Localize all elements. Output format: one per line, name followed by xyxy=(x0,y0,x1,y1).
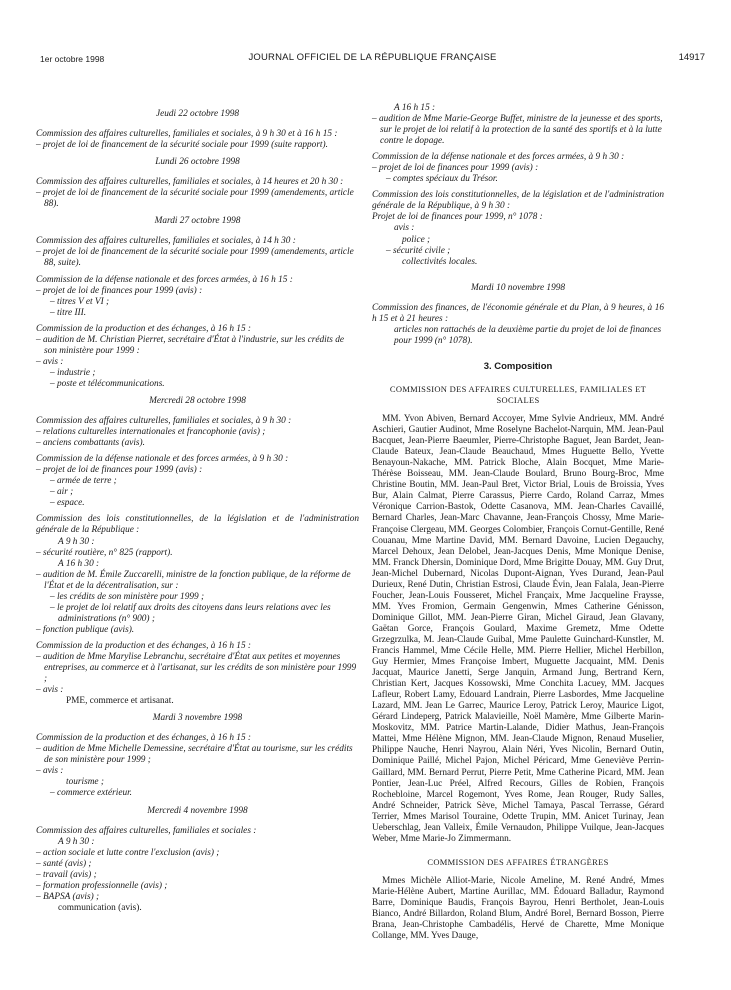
agenda-item: – projet de loi de finances pour 1999 (avis) : xyxy=(36,285,203,296)
journal-title: JOURNAL OFFICIEL DE LA RÉPUBLIQUE FRANÇAISE xyxy=(248,52,497,63)
agenda-subitem: – commerce extérieur. xyxy=(50,788,133,799)
agenda-item: – action sociale et lutte contre l'exclusion (avis) ; xyxy=(36,847,220,858)
agenda-subitem: tourisme ; xyxy=(66,777,104,788)
commission-title: COMMISSION DES AFFAIRES ÉTRANGÈRES xyxy=(427,856,609,867)
agenda-subitem: – air ; xyxy=(50,487,74,498)
page-number: 14917 xyxy=(678,52,705,63)
agenda-subitem: – titres V et VI ; xyxy=(50,296,110,307)
date-heading: Jeudi 22 octobre 1998 xyxy=(155,109,240,119)
time-line: A 16 h 15 : xyxy=(394,103,436,113)
agenda-item: articles non rattachés de la deuxième partie du projet de loi de finances pour 1999 (n° 1078). xyxy=(394,324,662,346)
commission-line: Commission des lois constitutionnelles, de la législation et de l'administration générale de la République, à 9 h 30 : xyxy=(372,190,664,212)
agenda-subitem: – titre III. xyxy=(50,307,87,318)
agenda-item: – avis : xyxy=(36,766,64,777)
agenda-item: – travail (avis) ; xyxy=(36,869,97,880)
agenda-item: – audition de M. Émile Zuccarelli, ministre de la fonction publique, de la réforme de l'État et de la décentralisation, sur : xyxy=(36,569,351,591)
agenda-item: – projet de loi de financement de la sécurité sociale pour 1999 (amendements, article 88). xyxy=(36,188,354,210)
agenda-subitem: police ; xyxy=(402,234,431,245)
agenda-subitem: – espace. xyxy=(50,498,85,509)
commission-line: Commission de la production et des échanges, à 16 h 15 : xyxy=(36,640,252,651)
agenda-subitem: – poste et télécommunications. xyxy=(50,378,165,389)
commission-line: Commission des affaires culturelles, familiales et sociales, à 9 h 30 et à 16 h 15 : xyxy=(36,129,338,140)
agenda-item: – projet de loi de financement de la sécurité sociale pour 1999 (amendements, article 88, suite). xyxy=(36,247,354,269)
agenda-item: – formation professionnelle (avis) ; xyxy=(36,880,168,891)
commission-line: Commission de la production et des échanges, à 16 h 15 : xyxy=(36,733,252,744)
agenda-item: – santé (avis) ; xyxy=(36,858,92,869)
agenda-subitem: – le projet de loi relatif aux droits des citoyens dans leurs relations avec les administrations (n° 900) ; xyxy=(50,602,331,624)
agenda-item: – projet de loi de financement de la sécurité sociale pour 1999 (suite rapport). xyxy=(36,140,328,151)
agenda-item: – BAPSA (avis) ; xyxy=(36,891,100,902)
commission-line: Commission des affaires culturelles, familiales et sociales : xyxy=(36,825,257,836)
agenda-item: – sécurité routière, n° 825 (rapport). xyxy=(36,547,173,558)
agenda-subitem: – industrie ; xyxy=(50,367,96,378)
member-list: Mmes Michèle Alliot-Marie, Nicole Ameline, M. René André, Mmes Marie-Hélène Aubert, Martine Aurillac, MM. Édouard Balladur, Raymond Barre, Dominique Baudis, François Bayrou, Henri Bertholet, Jean-Louis Bianco, André Billardon, Roland Blum, André Borel, Bernard Bosson, Pierre Brana, Jean-Christophe Cambadélis, Hervé de Charette, Mme Monique Collange, MM. Yves Dauge, xyxy=(372,875,664,942)
time-line: A 9 h 30 : xyxy=(58,836,95,847)
date-heading: Mercredi 28 octobre 1998 xyxy=(149,395,246,406)
agenda-item: Projet de loi de finances pour 1999, n° 1078 : xyxy=(372,212,543,223)
commission-line: Commission des finances, de l'économie générale et du Plan, à 9 heures, à 16 h 15 et à 21 heures : xyxy=(372,302,664,324)
left-column xyxy=(36,103,359,914)
issue-date: 1er octobre 1998 xyxy=(40,54,105,64)
agenda-subitem: – armée de terre ; xyxy=(50,476,117,487)
date-heading: Mardi 3 novembre 1998 xyxy=(152,713,243,724)
commission-line: Commission de la production et des échanges, à 16 h 15 : xyxy=(36,323,252,334)
agenda-item: – relations culturelles internationales et francophonie (avis) ; xyxy=(36,427,266,438)
date-heading: Mardi 27 octobre 1998 xyxy=(154,216,241,227)
agenda-item: – audition de Mme Michelle Demessine, secrétaire d'État au tourisme, sur les crédits de son ministère pour 1999 ; xyxy=(36,744,353,766)
commission-line: Commission de la défense nationale et des forces armées, à 16 h 15 : xyxy=(36,274,293,285)
agenda-item: – audition de Mme Marie-George Buffet, ministre de la jeunesse et des sports, sur le projet de loi relatif à la protection de la santé des sportifs et à la lutte contre le dopage. xyxy=(372,114,663,147)
agenda-subitem: – comptes spéciaux du Trésor. xyxy=(386,174,498,185)
right-column xyxy=(372,103,664,942)
agenda-subitem: collectivités locales. xyxy=(402,256,478,267)
date-heading: Mercredi 4 novembre 1998 xyxy=(147,805,248,816)
commission-line: Commission des lois constitutionnelles, de la législation et de l'administration générale de la République : xyxy=(36,514,359,536)
commission-title: COMMISSION DES AFFAIRES CULTURELLES, FAMILIALES ET SOCIALES xyxy=(389,383,647,405)
commission-line: Commission des affaires culturelles, familiales et sociales, à 14 h 30 : xyxy=(36,236,296,247)
agenda-subitem: PME, commerce et artisanat. xyxy=(66,696,174,707)
date-heading: Mardi 10 novembre 1998 xyxy=(470,282,566,293)
agenda-item: avis : xyxy=(394,223,415,234)
agenda-item: – audition de M. Christian Pierret, secrétaire d'État à l'industrie, sur les crédits de son ministère pour 1999 : xyxy=(36,334,344,356)
agenda-subitem: – sécurité civile ; xyxy=(386,245,451,256)
commission-line: Commission de la défense nationale et des forces armées, à 9 h 30 : xyxy=(36,454,289,465)
page-header xyxy=(40,52,705,66)
agenda-item: – projet de loi de finances pour 1999 (avis) : xyxy=(36,465,203,476)
commission-line: Commission des affaires culturelles, familiales et sociales, à 9 h 30 : xyxy=(36,416,292,427)
agenda-item: communication (avis). xyxy=(58,902,142,913)
agenda-item: – avis : xyxy=(36,356,64,367)
agenda-item: – audition de Mme Marylise Lebranchu, secrétaire d'État aux petites et moyennes entreprises, au commerce et à l'artisanat, sur les crédits de son ministère pour 1999 ; xyxy=(36,651,357,685)
agenda-item: – fonction publique (avis). xyxy=(36,624,135,635)
section-heading: 3. Composition xyxy=(483,360,553,372)
commission-line: Commission des affaires culturelles, familiales et sociales, à 14 heures et 20 h 30 : xyxy=(36,177,344,188)
date-heading: Lundi 26 octobre 1998 xyxy=(155,157,240,168)
agenda-item: – avis : xyxy=(36,685,64,696)
agenda-item: – projet de loi de finances pour 1999 (avis) : xyxy=(372,163,539,174)
agenda-subitem: – les crédits de son ministère pour 1999 ; xyxy=(50,591,205,602)
time-line: A 9 h 30 : xyxy=(58,536,95,547)
agenda-item: – anciens combattants (avis). xyxy=(36,438,145,449)
member-list: MM. Yvon Abiven, Bernard Accoyer, Mme Sylvie Andrieux, MM. André Aschieri, Gautier Audinot, Mme Roselyne Bachelot-Narquin, MM. Jean-Paul Bacquet, Jean-Pierre Baeumler, Pierre-Christophe Baguet, Jean Bardet, Jean-Claude Bateux, Jean-Claude Beauchaud, Mmes Huguette Bello, Yvette Benayoun-Nakache, MM. Patrick Bloche, Alain Bocquet, Mme Marie-Thérèse Boisseau, MM. Jean-Claude Boulard, Bruno Bourg-Broc, Mme Christine Boutin, MM. Jean-Paul Bret, Victor Brial, Louis de Broissia, Yves Bur, Alain Calmat, Pierre Carassus, Pierre Cardo, Roland Carraz, Mmes Véronique Carrion-Bastok, Odette Casanova, MM. Jean-Charles Cavaillé, Bernard Charles, Jean-Marc Chavanne, Jean-François Chossy, Mme Marie-Françoise Clergeau, MM. Georges Colombier, François Cornut-Gentille, René Couanau, Mme Martine David, MM. Bernard Davoine, Lucien Degauchy, Marcel Dehoux, Jean Delobel, Jean-Jacques Denis, Mme Monique Denise, MM. Franck Dhersin, Dominique Dord, Mme Brigitte Douay, MM. Guy Drut, Jean-Michel Dubernard, Nicolas Dupont-Aignan, Yves Durand, Jean-Paul Durieux, René Dutin, Christian Estrosi, Claude Évin, Jean Falala, Jean-Pierre Foucher, Jean-Louis Fousseret, Michel Françaix, Mme Jacqueline Fraysse, MM. Yves Fromion, Germain Gengenwin, Mmes Catherine Génisson, Dominique Gillot, MM. Jean-Pierre Giran, Michel Giraud, Jean Glavany, Gaëtan Gorce, François Goulard, Maxime Gremetz, Mme Odette Grzegrzulka, M. Jean-Claude Guibal, Mme Paulette Guinchard-Kunstler, M. Francis Hammel, Mme Cécile Helle, MM. Pierre Hellier, Michel Herbillon, Guy Hermier, Mmes Françoise Imbert, Muguette Jacquaint, MM. Denis Jacquat, Maurice Janetti, Serge Janquin, Armand Jung, Bertrand Kern, Christian Kert, Jacques Kossowski, Mme Conchita Lacuey, MM. Jacques Lafleur, Robert Lamy, Edouard Landrain, Pierre Lasbordes, Mme Jacqueline Lazard, MM. Jean Le Garrec, Maurice Leroy, Patrick Leroy, Maurice Ligot, Gérard Lindeperg, Patrick Malavieille, Noël Mamère, Mme Gilberte Marin-Moskovitz, MM. Patrice Martin-Lalande, Didier Mathus, Jean-François Mattei, Mme Hélène Mignon, MM. Jean-Claude Mignon, Renaud Muselier, Philippe Nauche, Henri Nayrou, Alain Néri, Yves Nicolin, Bernard Outin, Dominique Paillé, Michel Pajon, Michel Péricard, Mme Geneviève Perrin-Gaillard, MM. Bernard Perrut, Pierre Petit, Mme Catherine Picard, MM. Jean Pontier, Jean-Luc Préel, Alfred Recours, Gilles de Robien, François Rochebloine, Marcel Rogemont, Yves Rome, Jean Rouger, Rudy Salles, André Schneider, Patrick Sève, Michel Tamaya, Pascal Terrasse, Gérard Terrier, Mmes Marisol Touraine, Odette Trupin, MM. Anicet Turinay, Jean Ueberschlag, Jean Valleix, Émile Vernaudon, Philippe Vuilque, Jean-Jacques Weber, Mme Marie-Jo Zimmermann. xyxy=(372,414,664,844)
commission-line: Commission de la défense nationale et des forces armées, à 9 h 30 : xyxy=(372,152,625,163)
time-line: A 16 h 30 : xyxy=(58,558,100,569)
